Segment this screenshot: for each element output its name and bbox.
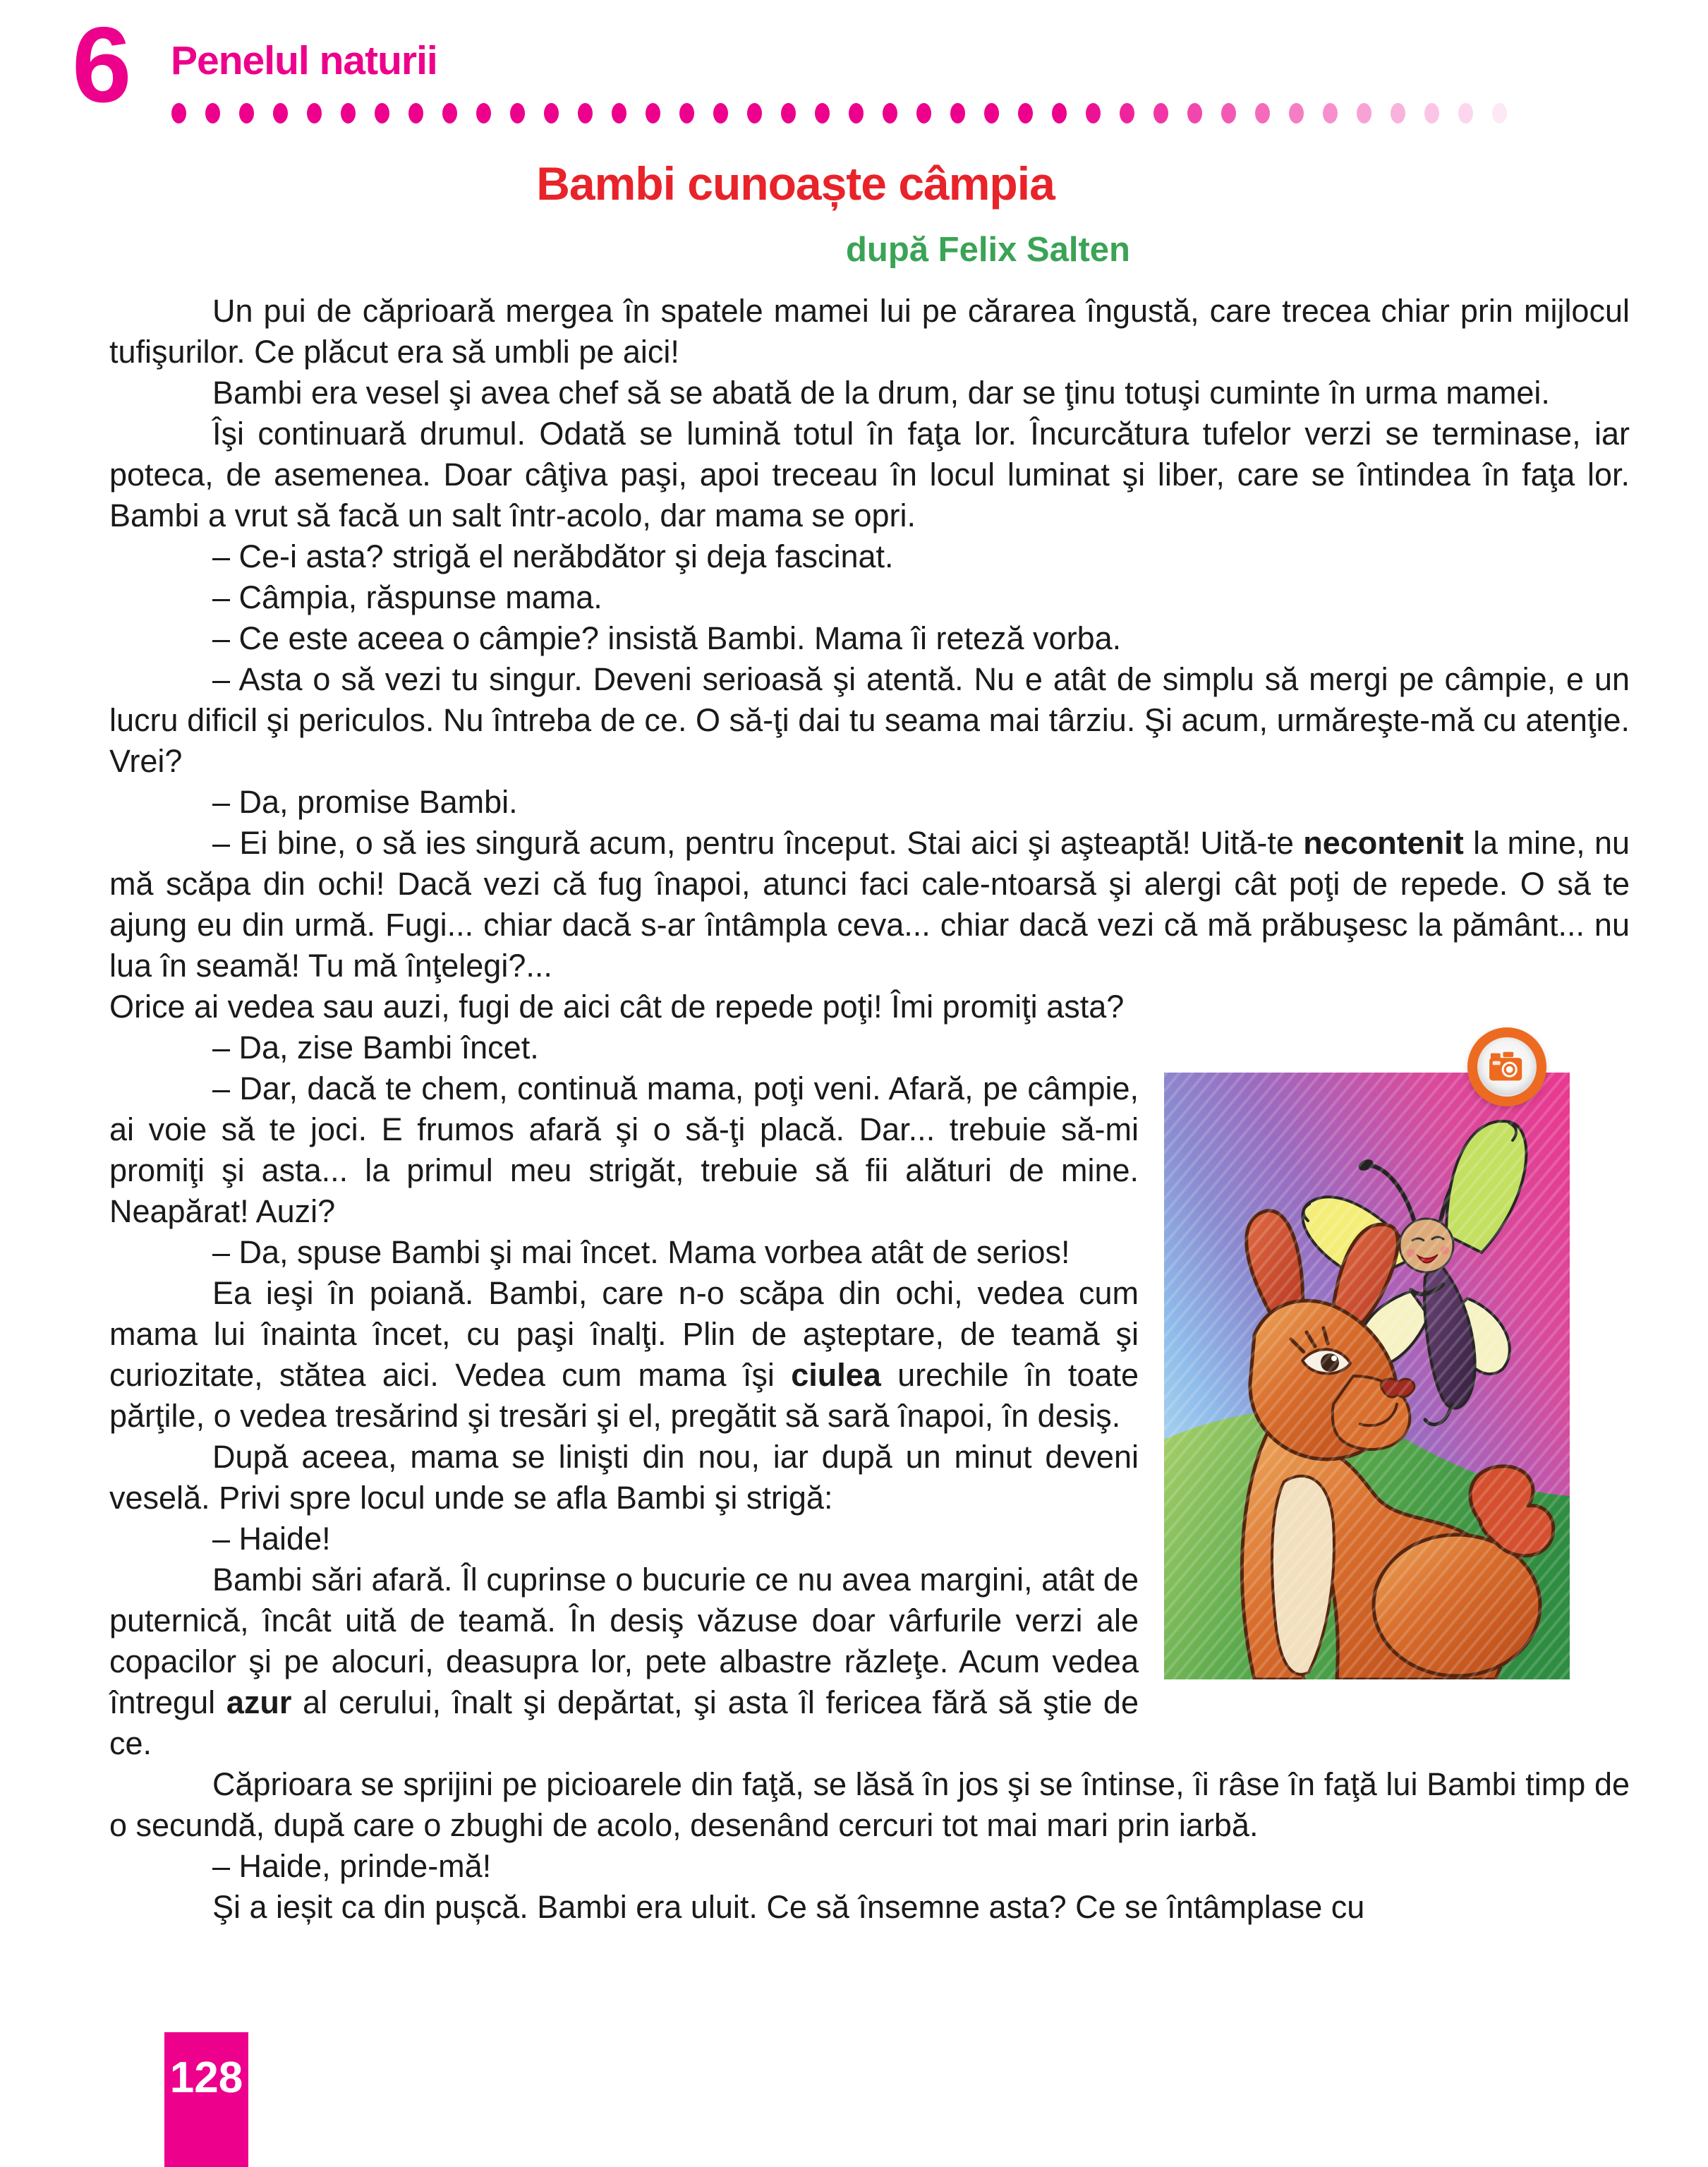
story-paragraph: – Haide! [212, 1521, 331, 1557]
story-paragraph: Îşi continuară drumul. Odată se lumină totul în faţa lor. Încurcătura tufelor verzi se terminase, iar poteca, de asemenea. Doar câţiva paşi, apoi treceau în locul luminat şi liber, care se întindea în faţa lor. Bambi a vrut să facă un salt într-acolo, dar mama se opri. [109, 416, 1630, 533]
dot [341, 103, 356, 123]
illustration-figure [1164, 1027, 1630, 1684]
dot [1289, 103, 1304, 123]
dot [171, 103, 186, 123]
dot [476, 103, 491, 123]
author-line: după Felix Salten [846, 231, 1130, 269]
story-paragraph: Un pui de căprioară mergea în spatele mamei lui pe cărarea îngustă, care trecea chiar prin mijlocul tufişurilor. Ce plăcut era să umbli pe aici! [109, 293, 1630, 370]
bambi-butterfly-illustration [1164, 1073, 1570, 1679]
story-flow-beside-image [109, 1027, 1630, 1928]
dot [916, 103, 931, 123]
dot [1492, 103, 1507, 123]
story-paragraph: Şi a ieșit ca din pușcă. Bambi era uluit. Ce să însemne asta? Ce se întâmplase cu [212, 1889, 1365, 1925]
page-number: 128 [169, 2053, 243, 2102]
unit-number: 6 [72, 5, 132, 125]
dot [883, 103, 897, 123]
dot [1018, 103, 1033, 123]
story-paragraph: Căprioara se sprijini pe picioarele din faţă, se lăsă în jos şi se întinse, îi râse în faţă lui Bambi timp de o secundă, după care o zbughi de acolo, desenând cercuri tot mai mari prin iarbă. [109, 1766, 1630, 1843]
dot [1357, 103, 1371, 123]
dot [747, 103, 762, 123]
story-flow-before-image [109, 291, 1630, 1027]
camera-badge-inner [1477, 1037, 1537, 1097]
section-title: Penelul naturii [171, 38, 437, 83]
story-paragraph: – Ce-i asta? strigă el nerăbdător şi deja fascinat. [212, 538, 894, 574]
dot [781, 103, 796, 123]
dot [1052, 103, 1067, 123]
story-text [109, 291, 1630, 1928]
dot [1086, 103, 1101, 123]
story-paragraph: După aceea, mama se linişti din nou, iar după un minut deveni veselă. Privi spre locul unde se afla Bambi şi strigă: [109, 1439, 1139, 1516]
camera-badge [1467, 1027, 1546, 1106]
dot [815, 103, 830, 123]
dot [1323, 103, 1338, 123]
dot [1187, 103, 1202, 123]
dot [510, 103, 525, 123]
dot [1391, 103, 1405, 123]
story-paragraph: Bambi era vesel şi avea chef să se abată de la drum, dar se ţinu totuşi cuminte în urma mamei. [212, 375, 1550, 411]
dot [713, 103, 728, 123]
dot [1153, 103, 1168, 123]
dot [205, 103, 220, 123]
dot [375, 103, 389, 123]
story-paragraph: – Dar, dacă te chem, continuă mama, poţi veni. Afară, pe câmpie, ai voie să te joci. E frumos afară şi o să-ţi placă. Dar... trebuie să-mi promiţi şi asta... la primul meu strigăt, trebuie să fii alături de mine. Neapărat! Auzi? [109, 1070, 1139, 1229]
dot [1221, 103, 1236, 123]
dot [273, 103, 288, 123]
story-paragraph: – Asta o să vezi tu singur. Deveni serioasă şi atentă. Nu e atât de simplu să mergi pe câmpie, e un lucru dificil şi periculos. Nu întreba de ce. O să-ţi dai tu seama mai târziu. Şi acum, urmăreşte-mă cu atenţie. Vrei? [109, 661, 1630, 779]
story-paragraph: – Da, promise Bambi. [212, 784, 518, 820]
page-number-badge [164, 2032, 248, 2167]
story-paragraph: – Da, zise Bambi încet. [212, 1030, 539, 1066]
dot [442, 103, 457, 123]
dot [239, 103, 254, 123]
dot [307, 103, 322, 123]
dot [984, 103, 999, 123]
dot [679, 103, 694, 123]
lesson-title: Bambi cunoaște câmpia [536, 157, 1055, 210]
dot [1458, 103, 1473, 123]
story-paragraph: – Ce este aceea o câmpie? insistă Bambi. Mama îi reteză vorba. [212, 620, 1122, 656]
camera-icon [1487, 1050, 1527, 1084]
dot [646, 103, 660, 123]
dot [544, 103, 559, 123]
dot [612, 103, 626, 123]
dot [1255, 103, 1270, 123]
story-paragraph: – Câmpia, răspunse mama. [212, 579, 602, 615]
story-paragraph: Bambi sări afară. Îl cuprinse o bucurie ce nu avea margini, atât de puternică, încât uită de teamă. În desiş văzuse doar vârfurile verzi ale copacilor şi pe alocuri, deasupra lor, pete albastre răzleţe. Acum vedea întregul azur al cerului, înalt şi depărtat, şi asta îl fericea fără să ştie de ce. [109, 1562, 1139, 1761]
story-paragraph: – Haide, prinde-mă! [212, 1848, 492, 1884]
dot [849, 103, 864, 123]
dot [1120, 103, 1134, 123]
story-paragraph: – Da, spuse Bambi şi mai încet. Mama vorbea atât de serios! [212, 1234, 1070, 1270]
story-paragraph: – Ei bine, o să ies singură acum, pentru început. Stai aici şi aşteaptă! Uită-te necontenit la mine, nu mă scăpa din ochi! Dacă vezi că fug înapoi, atunci faci cale-ntoarsă şi alergi cât poţi de repede. O să te ajung eu din urmă. Fugi... chiar dacă s-ar întâmpla ceva... chiar dacă vezi că mă prăbuşesc la pământ... nu lua în seamă! Tu mă înţelegi?... [109, 825, 1630, 984]
dot [1424, 103, 1439, 123]
story-paragraph: Ea ieşi în poiană. Bambi, care n-o scăpa din ochi, vedea cum mama lui înainta încet, cu paşi înalţi. Plin de aşteptare, de teamă şi curiozitate, stătea aici. Vedea cum mama îşi ciulea urechile în toate părţile, o vedea tresărind şi tresări şi el, pregătit să sară înapoi, în desiş. [109, 1275, 1139, 1434]
story-paragraph: Orice ai vedea sau auzi, fugi de aici cât de repede poţi! Îmi promiţi asta? [109, 989, 1125, 1025]
section-dots-divider [171, 103, 1507, 123]
dot [408, 103, 423, 123]
dot [950, 103, 965, 123]
dot [578, 103, 593, 123]
